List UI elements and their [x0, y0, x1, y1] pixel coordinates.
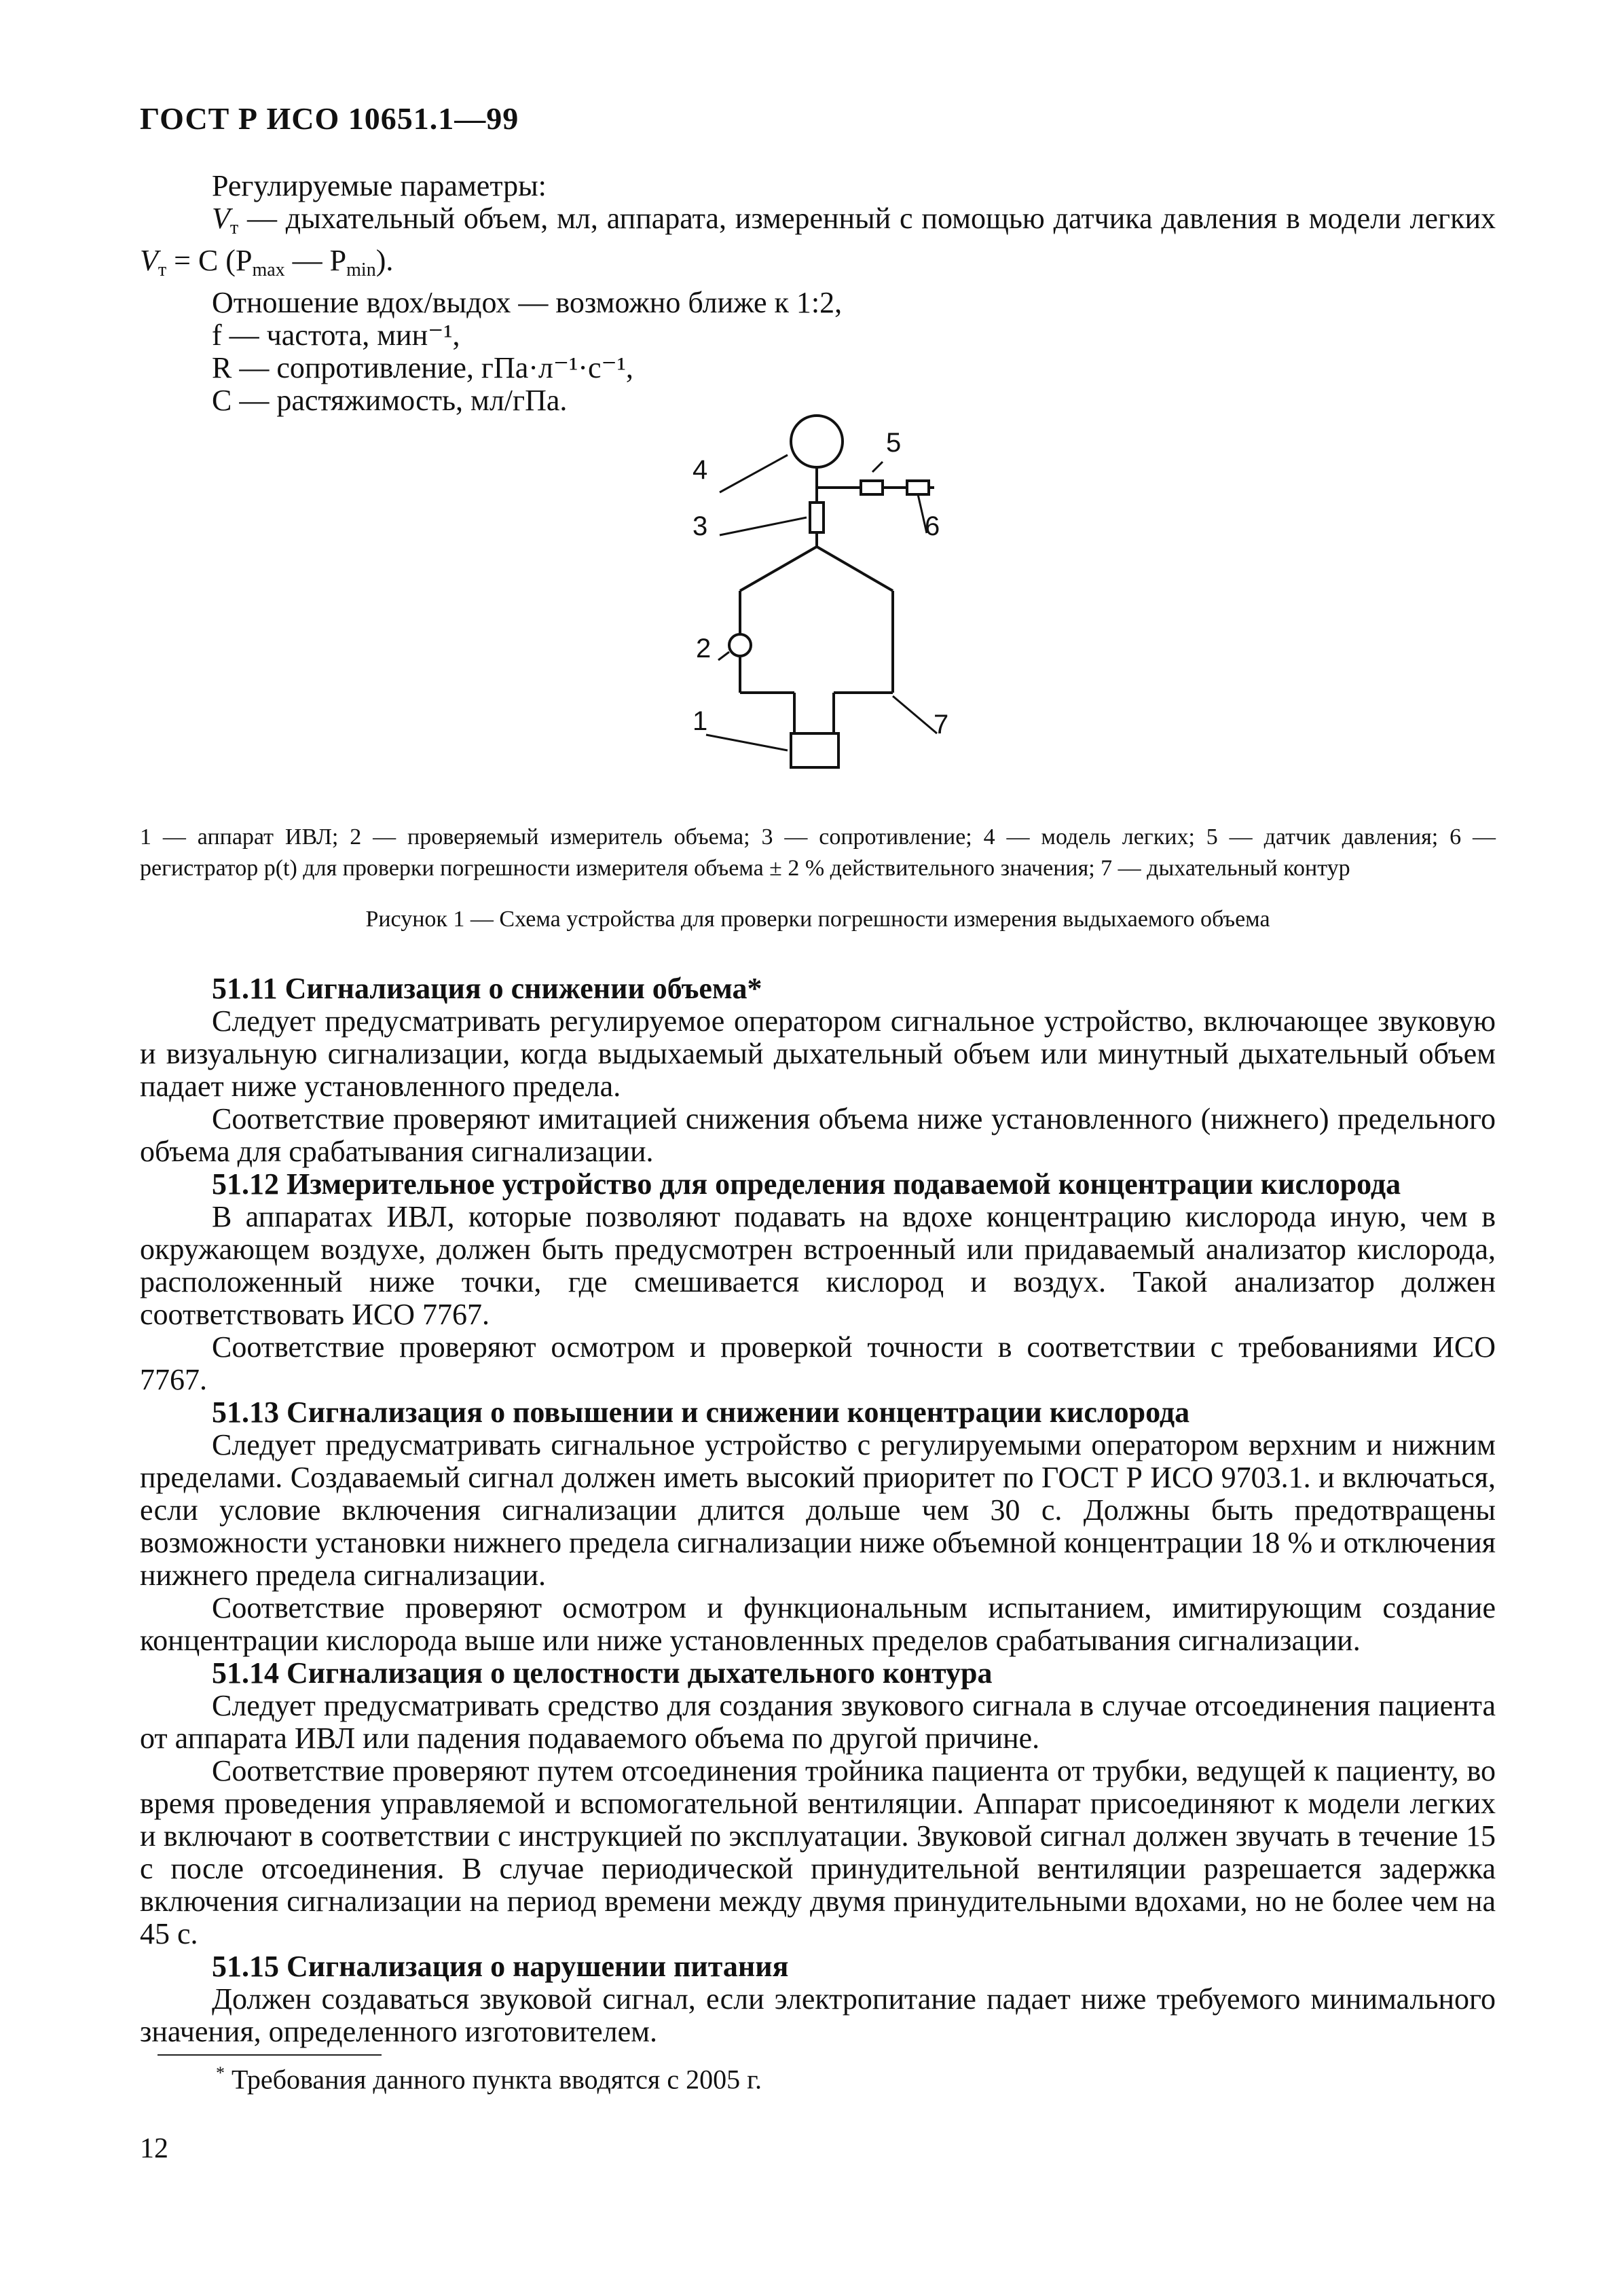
section-heading-51-14: 51.14 Сигнализация о целостности дыхательного контура	[212, 1656, 993, 1690]
figure-label-4: 4	[693, 455, 708, 485]
resistance-rect	[810, 503, 824, 532]
section-heading-51-12: 51.12 Измерительное устройство для определения подаваемой концентрации кислорода	[212, 1167, 1401, 1201]
figure-label-7: 7	[934, 710, 949, 740]
intro-line-5: R — сопротивление, гПа·л⁻¹·с⁻¹,	[212, 351, 633, 384]
section-51-13-para-1: Следует предусматривать сигнальное устройство с регулируемыми оператором верхним и нижним пределами. Создаваемый сигнал должен иметь высокий приоритет по ГОСТ Р ИСО 9703.1. и включаться, если условие включения сигнализации длится дольше чем 30 с. Должны быть предотвращены возможности установки нижнего предела сигнализации ниже объемной концентрации 18 % и отключения нижнего предела сигнализации.	[140, 1428, 1496, 1592]
figure-label-5: 5	[886, 428, 902, 458]
section-51-11-para-1: Следует предусматривать регулируемое оператором сигнальное устройство, включающее звуковую и визуальную сигнализации, когда выдыхаемый дыхательный объем или минутный дыхательный объем падает ниже установленного предела.	[140, 1004, 1496, 1103]
section-heading-51-15: 51.15 Сигнализация о нарушении питания	[212, 1950, 789, 1983]
intro-line-2: $V_т$ — дыхательный объем, мл, аппарата, измеренный с помощью датчика давления в модели легких $V_т = C$ ($P_{max}$ — $P_{min}$).	[140, 202, 1496, 280]
recorder-rect	[907, 481, 929, 494]
figure-label-2: 2	[696, 634, 712, 663]
ventilator-rect	[791, 733, 838, 767]
section-heading-51-13: 51.13 Сигнализация о повышении и снижении концентрации кислорода	[212, 1396, 1190, 1429]
section-51-12-para-1: В аппаратах ИВЛ, которые позволяют подавать на вдохе концентрацию кислорода иную, чем в окружающем воздухе, должен быть предусмотрен встроенный или придаваемый анализатор кислорода, расположенный ниже точки, где смешивается кислород и воздух. Такой анализатор должен соответствовать ИСО 7767.	[140, 1200, 1496, 1331]
figure-label-1: 1	[693, 706, 708, 736]
page-number: 12	[140, 2133, 168, 2164]
figure-label-3: 3	[693, 511, 708, 541]
intro-line-3: Отношение вдох/выдох — возможно ближе к 1:2,	[212, 286, 843, 319]
intro-line-1: Регулируемые параметры:	[212, 169, 547, 202]
footnote-divider	[158, 2054, 382, 2056]
figure-1-diagram	[0, 407, 1624, 815]
intro-line-6: C — растяжимость, мл/гПа.	[212, 384, 568, 417]
figure-caption: Рисунок 1 — Схема устройства для проверки погрешности измерения выдыхаемого объема	[365, 907, 1270, 932]
section-51-11-para-2: Соответствие проверяют имитацией снижения объема ниже установленного (нижнего) предельного объема для срабатывания сигнализации.	[140, 1102, 1496, 1168]
footnote: * Требования данного пункта вводятся с 2005 г.	[216, 2063, 762, 2095]
figure-legend: 1 — аппарат ИВЛ; 2 — проверяемый измеритель объема; 3 — сопротивление; 4 — модель легких; 5 — датчик давления; 6 — регистратор p(t) для проверки погрешности измерителя объема ± 2 % действительного значения; 7 — дыхательный контур	[140, 824, 1496, 881]
figure-label-6: 6	[925, 511, 940, 541]
section-51-13-para-2: Соответствие проверяют осмотром и функциональным испытанием, имитирующим создание концентрации кислорода выше или ниже установленных пределов срабатывания сигнализации.	[140, 1591, 1496, 1657]
pressure-sensor-rect	[861, 481, 883, 494]
section-heading-51-11: 51.11 Сигнализация о снижении объема*	[212, 972, 762, 1005]
section-51-15-para-1: Должен создаваться звуковой сигнал, если электропитание падает ниже требуемого минимального значения, определенного изготовителем.	[140, 1982, 1496, 2048]
section-51-14-para-1: Следует предусматривать средство для создания звукового сигнала в случае отсоединения пациента от аппарата ИВЛ или падения подаваемого объема по другой причине.	[140, 1689, 1496, 1755]
intro-line-4: f — частота, мин⁻¹,	[212, 318, 460, 352]
intro-block	[140, 170, 1496, 417]
lung-model-circle	[791, 416, 843, 467]
section-51-14-para-2: Соответствие проверяют путем отсоединения тройника пациента от трубки, ведущей к пациенту, во время проведения управляемой и вспомогательной вентиляции. Аппарат присоединяют к модели легких и включают в соответствии с инструкцией по эксплуатации. Звуковой сигнал должен звучать в течение 15 с после отсоединения. В случае периодической принудительной вентиляции разрешается задержка включения сигнализации на период времени между двумя принудительными вдохами, но не более чем на 45 с.	[140, 1754, 1496, 1950]
volume-meter-circle	[729, 634, 751, 656]
sections-block	[140, 972, 1496, 2048]
document-header: ГОСТ Р ИСО 10651.1—99	[140, 101, 519, 136]
section-51-12-para-2: Соответствие проверяют осмотром и проверкой точности в соответствии с требованиями ИСО 7767.	[140, 1330, 1496, 1396]
